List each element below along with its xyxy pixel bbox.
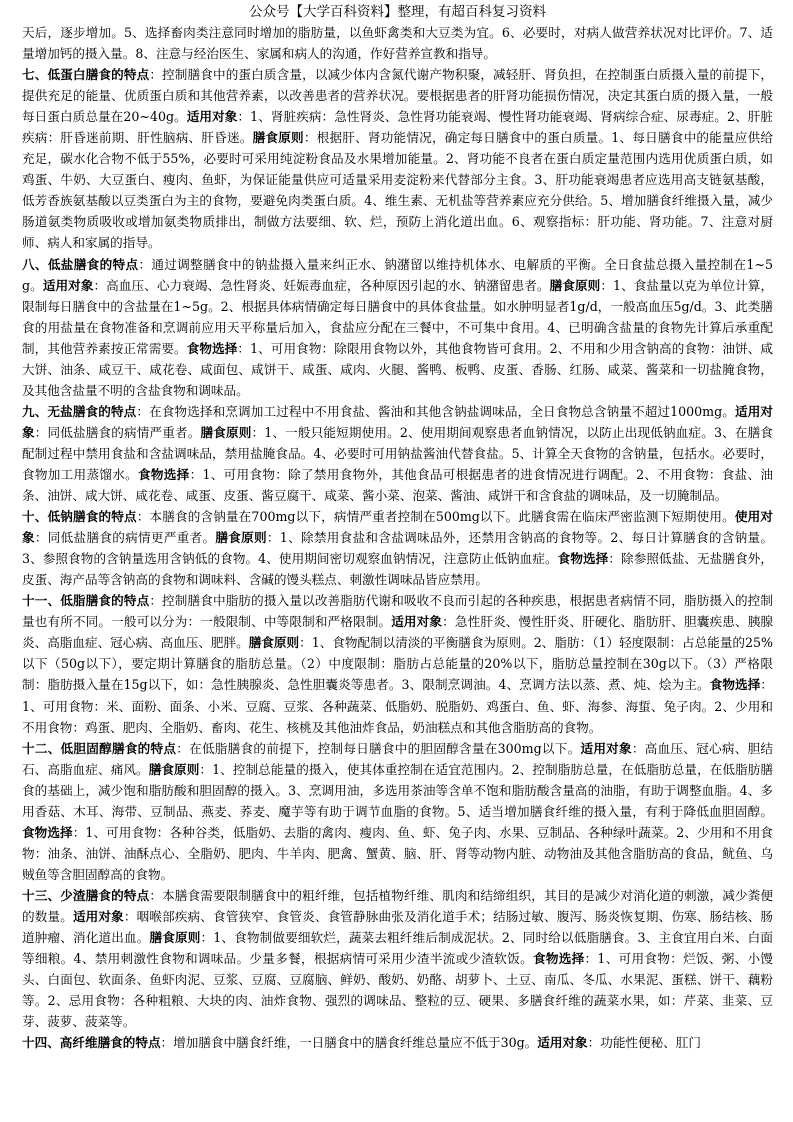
target-label: 适用对象 [22,403,773,440]
section-target: ：功能性便秘、肛门 [587,1035,701,1051]
diet-section [22,885,773,1032]
target-label: 适用对象 [72,908,124,924]
section-features: ：通过调整膳食中的钠盐摄入量来纠正水、钠潴留以维持机体水、电解质的平衡。全日食盐总摄入量控制在1~5g。 [22,256,773,293]
diet-section [22,590,773,737]
document-body [22,22,773,1053]
section-principle: ：1、食物配制以清淡的平衡膳食为原则。2、脂肪：（1）轻度限制：占总能量的25%以下（50g以下），要定期计算膳食的脂肪总量。（2）中度限制：脂肪占总能量的20%以下，脂肪总量控制在30g以下。（3）严格限制：脂肪摄入量在15g以下，如：急性胰腺炎、急性胆囊炎等患者。3、限制烹调油。4、烹调方法以蒸、煮、炖、烩为主。 [22,635,773,693]
section-features: ：本膳食的含钠量在700mg以下，病情严重者控制在500mg以下。此膳食需在临床严密监测下短期使用。 [136,509,735,525]
section-features: ：增加膳食中膳食纤维，一日膳食中的膳食纤维总量应不低于30g。 [160,1035,538,1051]
principle-label: 膳食原则 [148,761,200,777]
section-selection: ：1、可用食物：米、面粉、面条、小米、豆腐、豆浆、各种蔬菜、低脂奶、脱脂奶、鸡蛋白、鱼、虾、海参、海蜇、兔子肉。2、少用和不用食物：鸡蛋、肥肉、全脂奶、畜肉、花生、核桃及其他油炸食品，奶油糕点和其他含脂肪高的食物。 [22,677,773,735]
selection-label: 食物选择 [186,340,238,356]
selection-label: 食物选择 [138,466,190,482]
section-target: ：1、肾脏疾病：急性肾炎、急性肾功能衰竭、慢性肾功能衰竭、肾病综合症、尿毒症。2、肝脏疾病：肝昏迷前期、肝性脑病、肝昏迷。 [22,109,773,146]
section-principle: ：1、食物制做要细软烂，蔬菜去粗纤维后制成泥状。2、同时给以低脂膳食。3、主食宜用白米、白面等细粮。4、禁用刺激性食物和调味品。少量多餐，根据病情可采用少渣半流或少渣软饭。 [22,930,773,967]
section-target: ：急性肝炎、慢性肝炎、肝硬化、脂肪肝、胆囊疾患、胰腺炎、高脂血症、冠心病、高血压、肥胖。 [22,614,773,651]
section-title: 七、低蛋白膳食的特点 [22,67,150,83]
principle-label: 膳食原则 [215,530,267,546]
target-label: 适用对象 [391,614,443,630]
selection-label: 食物选择 [557,551,609,567]
target-label: 适用对象 [537,1035,588,1051]
section-title: 十四、高纤维膳食的特点 [22,1035,161,1051]
section-title: 十三、少渣膳食的特点 [22,887,150,903]
section-target: ：咽喉部疾病、食管狭窄、食管炎、食管静脉曲张及消化道手术；结肠过敏、腹泻、肠炎恢复期、伤寒、肠结核、肠道肿瘤、消化道出血。 [22,908,773,946]
section-features: ：在低脂膳食的前提下，控制每日膳食中的胆固醇含量在300mg以下。 [176,740,581,756]
section-principle: ：根据肝、肾功能情况，确定每日膳食中的蛋白质量。1、每日膳食中的能量应供给充足，碳水化合物不低于55%，必要时可采用纯淀粉食品及水果增加能量。2、肾功能不良者在蛋白质定量范围内选用优质蛋白质，如鸡蛋、牛奶、大豆蛋白、瘦肉、鱼虾，为保证能量供应可适量采用麦淀粉来代替部分主食。3、肝功能衰竭患者应选用高支链氨基酸，低芳香族氨基酸以豆类蛋白为主的食物，要避免肉类蛋白质。4、维生素、无机盐等营养素应充分供给。5、增加膳食纤维摄入量，减少肠道氨类物质吸收或增加氨类物质排出，制做方法要细、软、烂，预防上消化道出血。6、观察指标：肝功能、肾功能。7、注意对厨师、病人和家属的指导。 [22,130,773,251]
section-title: 十二、低胆固醇膳食的特点 [22,740,177,756]
section-selection: ：1、可用食物：除了禁用食物外，其他食品可根据患者的进食情况进行调配。2、不用食物：食盐、油条、油饼、咸大饼、咸花卷、咸蛋、皮蛋、酱豆腐干、咸菜、酱小菜、泡菜、酱油、咸饼干和含食盐的调味品，及一切腌制品。 [22,466,773,504]
section-title: 九、无盐膳食的特点 [22,403,137,419]
principle-label: 膳食原则 [248,635,300,651]
diet-section [22,401,773,506]
section-selection: ：1、可用食物：烂饭、粥、小馒头、白面包、软面条、鱼虾肉泥、豆浆、豆腐、豆腐脑、鲜奶、酸奶、奶酪、胡萝卜、土豆、南瓜、冬瓜、水果泥、蛋糕、饼干、藕粉等。2、忌用食物：各种粗粮、大块的肉、油炸食物、强烈的调味品、整粒的豆、硬果、多膳食纤维的蔬菜水果，如：芹菜、韭菜、豆芽、菠萝、菠菜等。 [22,951,773,1030]
section-features: ：在食物选择和烹调加工过程中不用食盐、酱油和其他含钠盐调味品，全日食物总含钠量不超过1000mg。 [136,403,735,419]
section-features: ：控制膳食中的蛋白质含量，以减少体内含氮代谢产物积聚，减轻肝、肾负担，在控制蛋白质摄入量的前提下，提供充足的能量、优质蛋白质和其他营养素，以改善患者的营养状况。要根据患者的肝肾功能损伤情况，决定其蛋白质的摄入量，一般每日蛋白质总量在20~40g。 [22,67,773,125]
section-selection: ：1、可用食物：各种谷类，低脂奶、去脂的禽肉、瘦肉、鱼、虾、兔子肉、水果、豆制品、各种绿叶蔬菜。2、少用和不用食物：油条、油饼、油酥点心、全脂奶、肥肉、牛羊肉、肥禽、蟹黄、脑、肝、肾等动物内脏、动物油及其他含脂肪高的食品，鱿鱼、乌贼鱼等含胆固醇高的食物。 [22,824,773,882]
section-target: ：高血压、心力衰竭、急性肾炎、妊娠毒血症，各种原因引起的水、钠潴留患者。 [93,277,550,293]
diet-section [22,506,773,590]
diet-section [22,254,773,401]
section-selection: ：除参照低盐、无盐膳食外，皮蛋、海产品等含钠高的食物和调味料、含碱的馒头糕点、刺激性调味品皆应禁用。 [22,551,773,588]
diet-section [22,64,773,253]
target-label: 适用对象 [186,109,238,125]
selection-label: 食物选择 [22,824,73,840]
page-header: 公众号【大学百科资料】整理，有超百科复习资料 [249,4,546,20]
section-title: 十一、低脂膳食的特点 [22,593,150,609]
section-principle: ：1、除禁用食盐和含盐调味品外，还禁用含钠高的食物等。2、每日计算膳食的含钠量。3、参照食物的含钠量选用含钠低的食物。4、使用期间密切观察血钠情况，注意防止低钠血症。 [22,530,773,567]
selection-label: 食物选择 [532,951,585,967]
section-title: 八、低盐膳食的特点 [22,256,139,272]
section-target: ：同低盐膳食的病情严重者。 [34,424,201,440]
diet-section [22,738,773,885]
section-principle: ：1、食盐量以克为单位计算，限制每日膳食中的含盐量在1~5g。2、根据具体病情确定每日膳食中的具体食盐量。如水肿明显者1g/d，一般高血压5g/d。3、此类膳食的用盐量在食物准备和烹调前应用天平称量后加入，食盐应分配在三餐中，不可集中食用。4、已明确含盐量的食物先计算后承重配制，其他营养素按正常需要。 [22,277,773,356]
diet-section [22,1032,773,1053]
target-label: 适用对象 [580,740,632,756]
section-title: 十、低钠膳食的特点 [22,509,137,525]
target-label: 使用对象 [22,509,773,546]
principle-label: 膳食原则 [149,930,201,946]
section-principle: ：1、一般只能短期使用。2、使用期间观察患者血钠情况，以防止出现低钠血症。3、在膳食配制过程中禁用食盐和含盐调味品，禁用盐腌食品。4、必要时可用钠盐酱油代替食盐。5、计算全天食物的含钠量，包括水。必要时，食物加工用蒸馏水。 [22,424,773,482]
section-features: ：控制膳食中脂肪的摄入量以改善脂肪代谢和吸收不良而引起的各种疾患，根据患者病情不同，脂肪摄入的控制量也有所不同。一般可以分为：一般限制、中等限制和严格限制。 [22,593,773,630]
section-selection: ：1、可用食物：除限用食物以外，其他食物皆可食用。2、不用和少用含钠高的食物：油饼、咸大饼、油条、咸豆干、咸花卷、咸面包、咸饼干、咸蛋、咸肉、火腿、酱鸭、板鸭、皮蛋、香肠、红肠、咸菜、酱菜和一切盐腌食物，及其他含盐量不明的含盐食物和调味品。 [22,340,773,398]
principle-label: 膳食原则 [549,277,601,293]
intro-paragraph: 天后，逐步增加。5、选择畜肉类注意同时增加的脂肪量，以鱼虾禽类和大豆类为宜。6、必要时，对病人做营养状况对比评价。7、适量增加钙的摄入量。8、注意与经治医生、家属和病人的沟通，作好营养宣教和指导。 [22,25,773,62]
section-target: ：同低盐膳食的病情更严重者。 [34,530,216,546]
section-principle: ：1、控制总能量的摄入，使其体重控制在适宜范围内。2、控制脂肪总量，在低脂肪总量，在低脂肪膳食的基础上，减少饱和脂肪酸和胆固醇的摄入。3、烹调用油，多选用茶油等含单不饱和脂肪酸含量高的油脂，有助于调整血脂。4、多用香菇、木耳、海带、豆制品、燕麦、荞麦、魔芋等有助于调节血脂的食物。5、适当增加膳食纤维的摄入量，有利于降低血胆固醇。 [22,761,773,819]
target-label: 适用对象 [42,277,94,293]
selection-label: 食物选择 [709,677,761,693]
principle-label: 膳食原则 [200,424,252,440]
diet-sections [22,64,773,1053]
principle-label: 膳食原则 [252,130,304,146]
section-target: ：高血压、冠心病、胆结石、高脂血症、痛风。 [22,740,773,777]
section-features: ：本膳食需要限制膳食中的粗纤维，包括植物纤维、肌肉和结缔组织，其目的是减少对消化道的刺激，减少粪便的数量。 [22,887,773,924]
